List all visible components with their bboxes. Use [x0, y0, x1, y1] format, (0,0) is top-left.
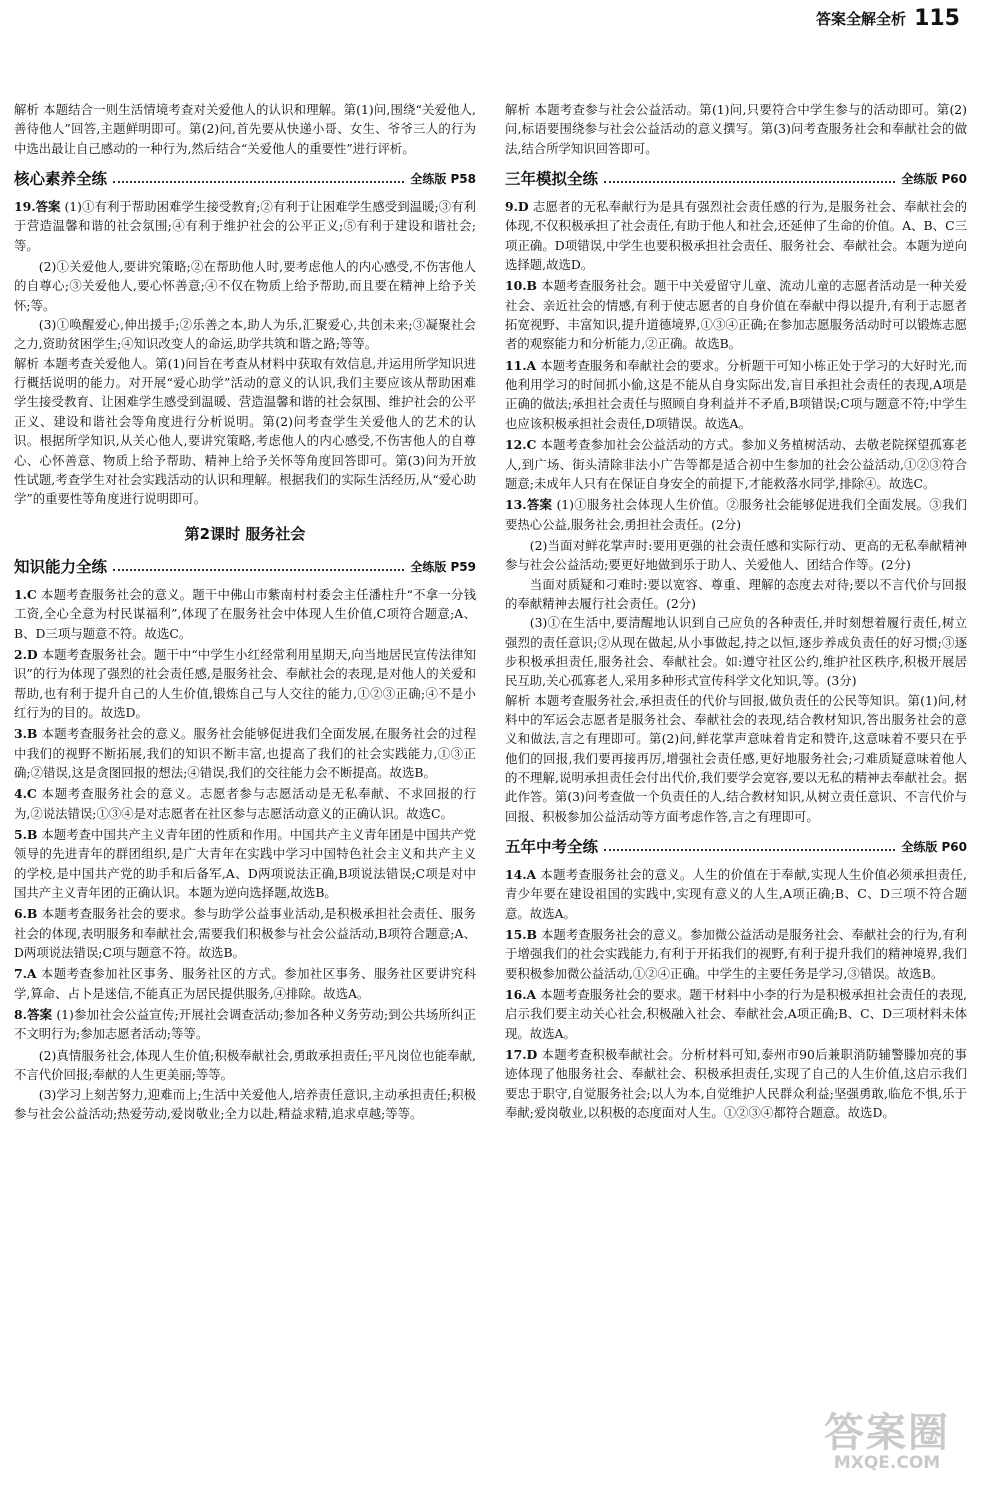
- answer-13: [505, 495, 967, 534]
- section-ref: 全练版 P58: [410, 171, 476, 186]
- answer-num: 16.A: [505, 987, 537, 1003]
- answer-item: [14, 964, 476, 1003]
- answer-item: [505, 356, 967, 433]
- answer-num: 8.答案: [14, 1007, 53, 1023]
- answer-num: 15.B: [505, 927, 538, 943]
- watermark-url: MXQE.COM: [833, 1453, 941, 1473]
- answer-19-part3: (3)①唤醒爱心,伸出援手;②乐善之本,助人为乐,汇聚爱心,共创未来;③凝聚社会之力,资助贫困学生;④知识改变人的命运,助学共筑和谐之路;等等。: [14, 317, 476, 352]
- section-header-core-literacy: [14, 167, 476, 191]
- answer-num: 6.B: [14, 906, 38, 922]
- answer-13-analysis: 解析 本题考查服务社会,承担责任的代价与回报,做负责任的公民等知识。第(1)问,材料中的军运会志愿者是服务社会、奉献社会的表现,结合教材知识,答出服务社会的意义和做法,言之有理即可。第(2)问,鲜花掌声意味着肯定和赞许,这意味着不要只在乎他们的回报,我们要再接再厉,增强社会责任感,更好地服务社会;刁难质疑意味着他人的不理解,说明承担责任会付出代价,我们要学会宽容,要以无私的精神去奉献社会。据此作答。第(3)问考查做一个负责任的人,结合教材知识,从树立责任意识、不言代价与回报、积极参加公益活动等方面考虑作答,言之有理即可。: [505, 692, 967, 824]
- answer-num: 7.A: [14, 966, 37, 982]
- answer-num: 11.A: [505, 357, 537, 373]
- answer-text: 本题考查参加社区事务、服务社区的方式。参加社区事务、服务社区要讲究科学,算命、占卜是迷信,不能真正为居民提供服务,④排除。故选A。: [14, 966, 476, 1001]
- section-title: 核心素养全练: [14, 169, 108, 188]
- answer-item: [505, 435, 967, 493]
- answer-item: [505, 925, 967, 983]
- answer-text: 本题考查参加社会公益活动的方式。参加义务植树活动、去敬老院探望孤寡老人,到广场、街头清除非法小广告等都是适合初中生参加的社会公益活动,①②③符合题意;未成年人只有在保证自身安全的前提下,才能救落水同学,排除④。故选C。: [505, 437, 967, 491]
- answer-item: [505, 865, 967, 923]
- answer-num: 9.D: [505, 199, 529, 215]
- answer-num: 19.答案: [14, 199, 61, 215]
- answer-item: [14, 825, 476, 902]
- answer-13-part2: (2)当面对鲜花掌声时:要用更强的社会责任感和实际行动、更高的无私奉献精神参与社会公益活动;要更好地做到乐于助人、关爱他人、团结合作等。(2分): [505, 537, 967, 573]
- page-number: 115: [914, 6, 960, 31]
- answer-num: 13.答案: [505, 497, 553, 513]
- answer-num: 12.C: [505, 437, 537, 453]
- section-divider: [113, 181, 404, 183]
- answer-num: 2.D: [14, 646, 38, 662]
- answer-num: 10.B: [505, 278, 538, 294]
- section-header-five-year: [505, 835, 967, 859]
- answer-item: [505, 1045, 967, 1122]
- answer-13-part3: (3)①在生活中,要清醒地认识到自己应负的各种责任,并时刻想着履行责任,树立强烈的责任意识;②从现在做起,从小事做起,持之以恒,逐步养成负责任的好习惯;③逐步积极承担责任,服务社会、奉献社会。如:遵守社区公约,维护社区秩序,积极开展居民互助,关心孤寡老人,采用多种形式宣传科学文化知识,等。(3分): [505, 615, 967, 689]
- answer-text: 本题考查服务和奉献社会的要求。分析题干可知小栋正处于学习的大好时光,而他利用学习的时间抓小偷,这是不能从自身实际出发,盲目承担社会责任的表现,A项是正确的做法;承担社会责任与照顾自身利益并不矛盾,B项错误;C项与题意不符;中学生也应该积极承担社会责任,D项错误。故选A。: [505, 357, 967, 431]
- answer-item: [14, 904, 476, 962]
- answer-num: 17.D: [505, 1047, 538, 1063]
- answer-text: 本题考查服务社会的意义。题干中佛山市紫南村村委会主任潘柱升“不拿一分钱工资,全心全意为村民谋福利”,体现了在服务社会中体现人生价值,C项符合题意;A、B、D三项与题意不符。故选C。: [14, 586, 476, 641]
- section-title: 五年中考全练: [505, 837, 599, 856]
- section-ref: 全练版 P60: [901, 171, 967, 186]
- answer-text: 本题考查中国共产主义青年团的性质和作用。中国共产主义青年团是中国共产党领导的先进青年的群团组织,是广大青年在实践中学习中国特色社会主义和共产主义的学校,是中国共产党的助手和后备军,A、D两项说法正确,B项说法错误;C项是对中国共产主义青年团的正确认识。本题为逆向选择题,故选B。: [14, 827, 476, 901]
- answer-text: 本题考查服务社会。题干中“中学生小红经常利用星期天,向当地居民宣传法律知识”的行为体现了强烈的社会责任感,是服务社会、奉献社会的表现,是对他人的关爱和帮助,也有利于提升自己的人生价值,锻炼自己与人交往的能力,①②③正确;④不是小红行为的目的。故选D。: [14, 646, 476, 720]
- section-title: 知识能力全练: [14, 557, 108, 576]
- answer-text: 本题考查服务社会的要求。题干材料中小李的行为是积极承担社会责任的表现,启示我们要主动关心社会,积极融入社会、奉献社会,A项正确;B、C、D三项材料未体现。故选A。: [505, 987, 967, 1041]
- answer-8-part2: (2)真情服务社会,体现人生价值;积极奉献社会,勇敢承担责任;平凡岗位也能奉献,不言代价回报;奉献的人生更美丽;等等。: [14, 1047, 476, 1083]
- answer-13-part2b: 当面对质疑和刁难时:要以宽容、尊重、理解的态度去对待;要以不言代价与回报的奉献精神去履行社会责任。(2分): [505, 576, 967, 611]
- answer-num: 3.B: [14, 726, 38, 742]
- answer-item: [14, 585, 476, 643]
- answer-8-part3: (3)学习上刻苦努力,迎难而上;生活中关爱他人,培养责任意识,主动承担责任;积极参与社会公益活动;热爱劳动,爱岗敬业;全力以赴,精益求精,追求卓越;等等。: [14, 1086, 476, 1121]
- section-ref: 全练版 P59: [410, 559, 476, 574]
- answer-19-part2: (2)①关爱他人,要讲究策略;②在帮助他人时,要考虑他人的内心感受,不伤害他人的自尊心;③关爱他人,要心怀善意;④不仅在物质上给予帮助,而且要在精神上给予关怀;等。: [14, 259, 476, 313]
- section-header-three-year: [505, 167, 967, 191]
- intro-analysis: 解析 本题结合一则生活情境考查对关爱他人的认识和理解。第(1)问,围绕“关爱他人,善待他人”回答,主题鲜明即可。第(2)问,首先要从快递小哥、女生、爷爷三人的行为中选出最让自己感动的一种行为,然后结合“关爱他人的重要性”进行评析。: [14, 102, 476, 156]
- watermark-text: 答案圈: [824, 1410, 950, 1456]
- page-header: [816, 6, 960, 31]
- answer-item: [505, 276, 967, 353]
- right-column: [505, 100, 967, 1125]
- answer-num: 5.B: [14, 827, 38, 843]
- section-header-knowledge: [14, 555, 476, 579]
- section-divider: [113, 569, 404, 571]
- section-title: 三年模拟全练: [505, 169, 599, 188]
- answer-num: 1.C: [14, 586, 37, 602]
- answer-item: [14, 724, 476, 782]
- intro-analysis: 解析 本题考查参与社会公益活动。第(1)问,只要符合中学生参与的活动即可。第(2)问,标语要围绕参与社会公益活动的意义撰写。第(3)问考查服务社会和奉献社会的做法,结合所学知识回答即可。: [505, 102, 967, 156]
- answer-item: [505, 985, 967, 1043]
- answer-19: [14, 197, 476, 255]
- answer-text: 本题考查服务社会的意义。参加微公益活动是服务社会、奉献社会的行为,有利于增强我们的社会实践能力,有利于开拓我们的视野,有利于提升我们的精神境界,我们要积极参加微公益活动,①②④正确。中学生的主要任务是学习,③错误。故选B。: [505, 927, 967, 981]
- answer-num: 14.A: [505, 867, 537, 883]
- watermark-logo: [802, 1410, 972, 1473]
- answer-num: 4.C: [14, 786, 37, 802]
- answer-text: 本题考查服务社会的意义。服务社会能够促进我们全面发展,在服务社会的过程中我们的视野不断拓展,我们的知识不断丰富,也提高了我们的社会实践能力,①③正确;②错误,这是贪图回报的想法;④错误,我们的交往能力会不断提高。故选B。: [14, 726, 476, 781]
- section-ref: 全练版 P60: [901, 839, 967, 854]
- lesson-title: 第2课时 服务社会: [184, 524, 306, 543]
- answer-item: [505, 197, 967, 274]
- answer-19-analysis: 解析 本题考查关爱他人。第(1)问旨在考查从材料中获取有效信息,并运用所学知识进行概括说明的能力。对开展“爱心助学”活动的意义的认识,我们主要应该从帮助困难学生接受教育、让困难学生感受到温暖、营造温馨和谐的社会氛围、维护社会的公平正义、建设和谐社会等角度进行分析说明。第(2)问考查学生关爱他人的艺术的认识。根据所学知识,从关心他人,要讲究策略,考虑他人的内心感受,不伤害他人的自尊心、心怀善意、物质上给予帮助、精神上给予关怀等角度回答即可。第(3)问为开放性试题,考查学生对社会实践活动的认识和理解。根据我们的实际生活经历,从“爱心助学”的重要性等角度进行说明即可。: [14, 355, 476, 507]
- answer-text: (1)参加社会公益宣传;开展社会调查活动;参加各种义务劳动;到公共场所纠正不文明行为;参加志愿者活动;等等。: [14, 1007, 476, 1042]
- answer-8: [14, 1005, 476, 1044]
- answer-text: 本题考查服务社会。题干中关爱留守儿童、流动儿童的志愿者活动是一种关爱社会、亲近社会的情感,有利于使志愿者的自身价值在奉献中得以提升,有利于志愿者拓宽视野、丰富知识,提升道德境界,①③④正确;在参加志愿服务活动时可以锻炼志愿者的观察能力和分析能力,②正确。故选B。: [505, 278, 967, 352]
- header-title: 答案全解全析: [816, 10, 907, 28]
- answer-text: (1)①服务社会体现人生价值。②服务社会能够促进我们全面发展。③我们要热心公益,服务社会,勇担社会责任。(2分): [505, 497, 967, 532]
- answer-item: [14, 784, 476, 823]
- answer-text: 本题考查服务社会的意义。人生的价值在于奉献,实现人生价值必须承担责任,青少年要在建设祖国的实践中,实现有意义的人生,A项正确;B、C、D三项不符合题意。故选A。: [505, 867, 967, 921]
- answer-text: 本题考查积极奉献社会。分析材料可知,泰州市90后兼职消防辅警滕加亮的事迹体现了他服务社会、奉献社会、积极承担责任,实现了自己的人生价值,这启示我们要忠于职守,自觉服务社会;以人为本,自觉维护人民群众利益;坚强勇敢,临危不惧,乐于奉献;爱岗敬业,以积极的态度面对人生。①②③④都符合题意。故选D。: [505, 1047, 967, 1121]
- answer-item: [14, 645, 476, 722]
- answer-text: 本题考查服务社会的意义。志愿者参与志愿活动是无私奉献、不求回报的行为,②说法错误;①③④是对志愿者在社区参与志愿活动意义的正确认识。故选C。: [14, 786, 476, 821]
- answer-text: (1)①有利于帮助困难学生接受教育;②有利于让困难学生感受到温暖;③有利于营造温馨和谐的社会氛围;④有利于维护社会的公平正义;⑤有利于建设和谐社会;等。: [14, 199, 476, 253]
- answer-text: 志愿者的无私奉献行为是具有强烈社会责任感的行为,是服务社会、奉献社会的体现,不仅积极承担了社会责任,有助于他人和社会,还延伸了生命的价值。A、B、C三项正确。D项错误,中学生也要积极承担社会责任、服务社会、奉献社会。本题为逆向选择题,故选D。: [505, 199, 967, 273]
- answer-text: 本题考查服务社会的要求。参与助学公益事业活动,是积极承担社会责任、服务社会的体现,表明服务和奉献社会,需要我们积极参与社会公益活动,B项符合题意;A、D两项说法错误;C项与题意不符。故选B。: [14, 906, 476, 961]
- left-column: [14, 100, 476, 1123]
- section-divider: [604, 181, 895, 183]
- section-divider: [604, 849, 895, 851]
